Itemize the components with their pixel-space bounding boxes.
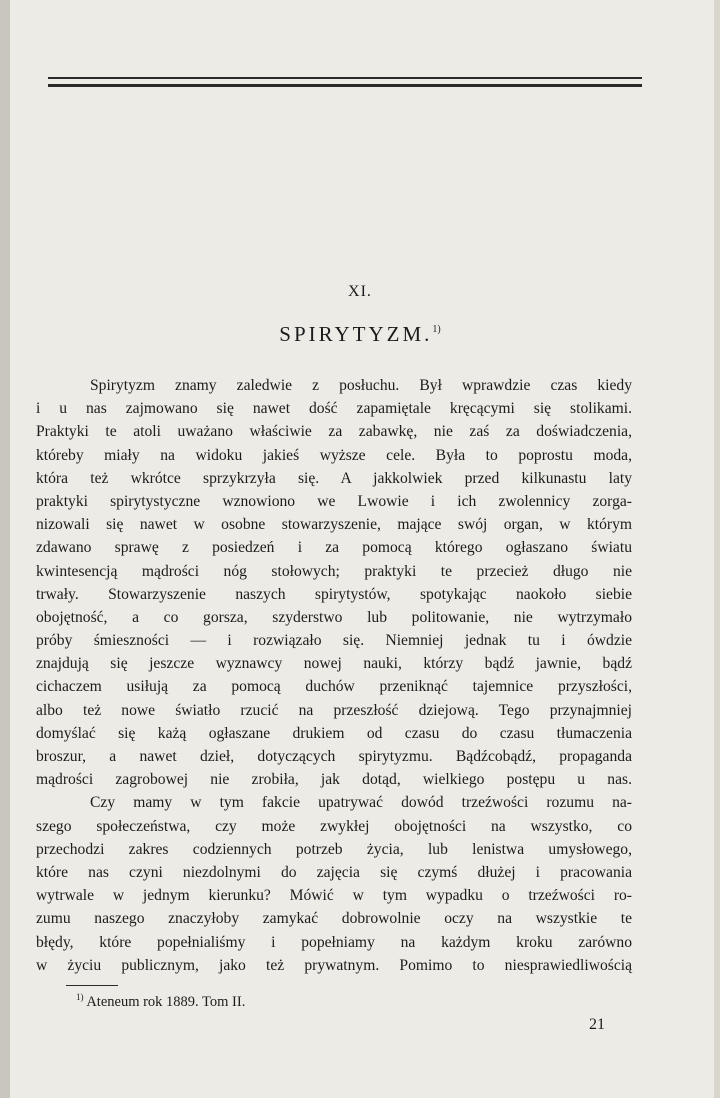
body-line: szego społeczeństwa, czy może zwykłej obojętności na wszystko, co	[36, 817, 632, 835]
body-line: która też wkrótce sprzykrzyła się. A jakkolwiek przed kilkunastu laty	[36, 469, 632, 487]
footnote-text: Ateneum rok 1889. Tom II.	[86, 994, 246, 1010]
body-line: znajdują się jeszcze wyznawcy nowej nauki, którzy bądź jawnie, bądź	[36, 655, 632, 673]
body-line: próby śmieszności — i rozwiązało się. Niemniej jednak tu i ówdzie	[36, 632, 632, 650]
body-line: albo też nowe światło rzucić na przeszłość dziejową. Tego przynajmniej	[36, 701, 632, 719]
body-line: trwały. Stowarzyszenie naszych spirytystów, spotykając naokoło siebie	[36, 585, 632, 603]
title-footnote-mark: 1)	[432, 324, 441, 335]
body-line: Spirytyzm znamy zaledwie z posłuchu. Był wprawdzie czas kiedy	[90, 377, 632, 394]
header-rule-thick	[48, 84, 642, 87]
page-number: 21	[589, 1016, 605, 1033]
body-line: praktyki spirytystyczne wznowiono we Lwowie i ich zwolennicy zorga-	[36, 492, 632, 510]
body-line: broszur, a nawet dzieł, dotyczących spirytyzmu. Bądźcobądź, propaganda	[36, 748, 632, 765]
body-line: zumu naszego znaczyłoby zamykać dobrowolnie oczy na wszystkie te	[36, 910, 632, 928]
body-line: któreby miały na widoku jakieś wyższe cele. Była to poprostu moda,	[36, 446, 632, 464]
body-line: cichaczem usiłują za pomocą duchów przeniknąć tajemnice przyszłości,	[36, 678, 632, 696]
body-line: Czy mamy w tym fakcie upatrywać dowód trzeźwości rozumu na-	[90, 794, 632, 812]
header-rule-thin	[48, 77, 642, 79]
body-line: w życiu publicznym, jako też prywatnym. Pomimo to niesprawiedliwością	[36, 956, 632, 974]
body-line: które nas czyni niezdolnymi do zajęcia się czymś dłużej i pracowania	[36, 863, 632, 881]
body-text	[36, 374, 632, 977]
footnote-mark: 1)	[76, 992, 84, 1002]
footnote	[76, 992, 245, 1011]
body-line: kwintesencją mądrości nóg stołowych; praktyki te przecież długo nie	[36, 562, 632, 580]
body-line: przechodzi zakres codziennych potrzeb życia, lub lenistwa umysłowego,	[36, 840, 632, 858]
chapter-number: XI.	[348, 283, 372, 300]
body-line: domyślać się każą ogłaszane drukiem od czasu do czasu tłumaczenia	[36, 724, 632, 742]
body-line: obojętność, a co gorsza, szyderstwo lub politowanie, nie wytrzymało	[36, 608, 632, 626]
body-line: błędy, które popełnialiśmy i popełniamy na każdym kroku zarówno	[36, 933, 632, 951]
body-line: i u nas zajmowano się nawet dość zapamiętale kręcącymi się stolikami.	[36, 400, 632, 418]
body-line: mądrości zagrobowej nie zrobiła, jak dotąd, wielkiego postępu u nas.	[36, 771, 632, 789]
body-line: wytrwale w jednym kierunku? Mówić w tym wypadku o trzeźwości ro-	[36, 887, 632, 905]
chapter-title-text: SPIRYTYZM.	[279, 322, 433, 346]
chapter-title	[0, 322, 720, 347]
body-line: nizowali się nawet w osobne stowarzyszenie, mające swój organ, w którym	[36, 516, 632, 534]
body-line: Praktyki te atoli uważano właściwie za zabawkę, nie zaś za doświadczenia,	[36, 423, 632, 441]
footnote-rule	[66, 985, 118, 986]
body-line: zdawano sprawę z posiedzeń i za pomocą którego ogłaszano światu	[36, 539, 632, 557]
